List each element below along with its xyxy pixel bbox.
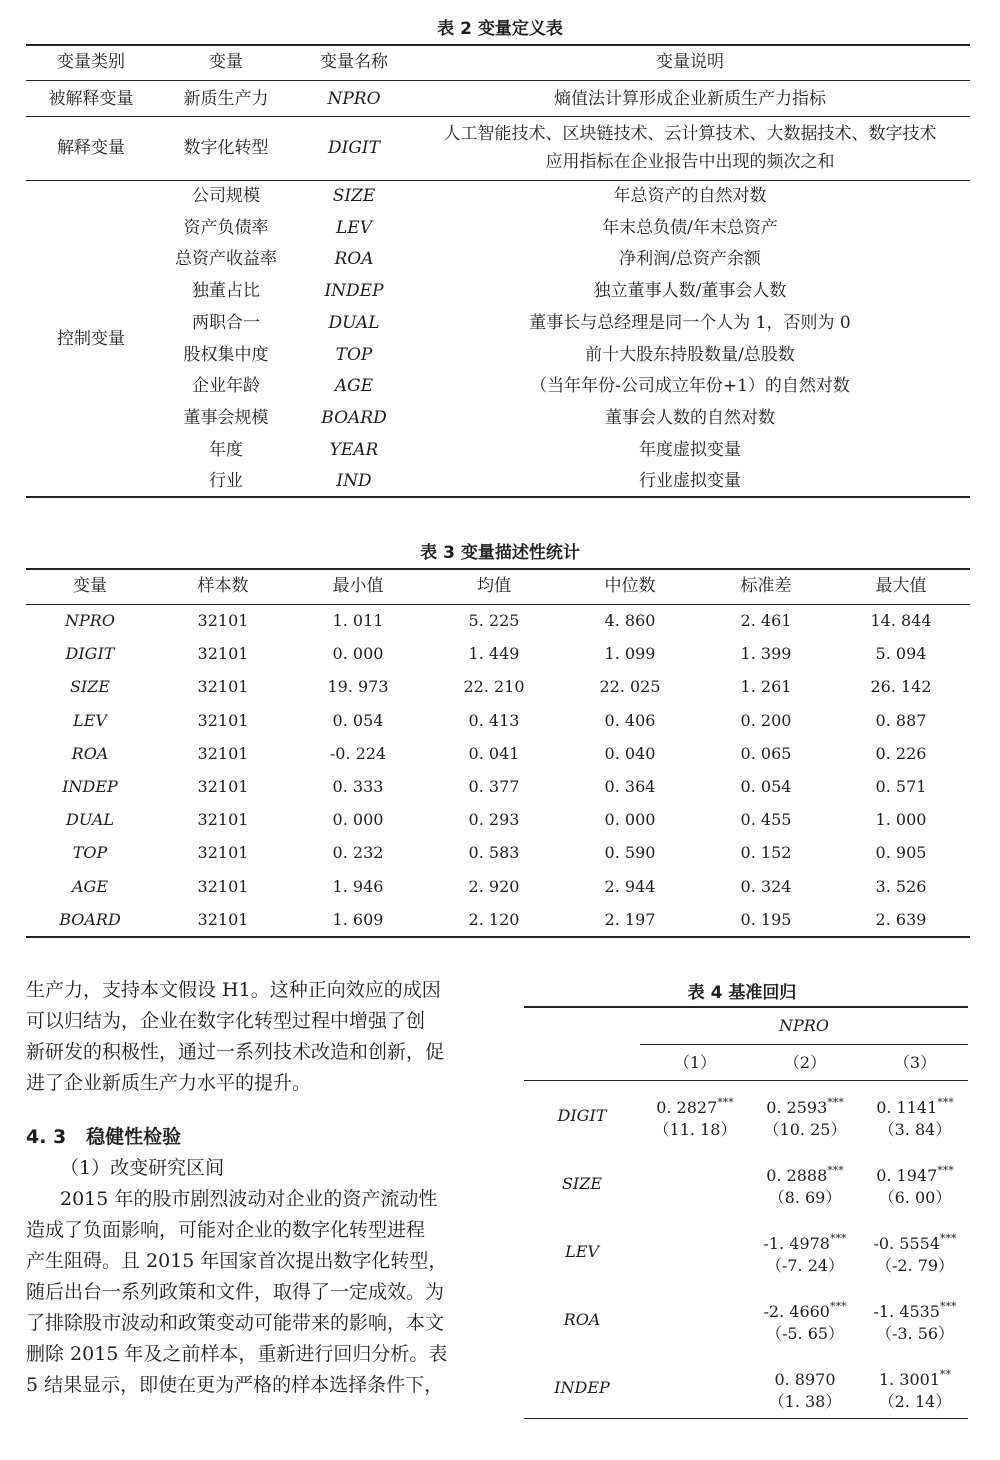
table3-variable-cell: DUAL (66, 810, 114, 829)
table2-header-category: 变量类别 (57, 52, 125, 72)
table4-tstat-cell: （-7. 24） (765, 1256, 845, 1275)
table3-value-cell: 0. 406 (604, 711, 656, 730)
table2-cell-code: SIZE (332, 186, 376, 206)
table4-coefficient-cell (750, 1161, 860, 1186)
body-text-line: 生产力，支持本文假设 H1。这种正向效应的成因 (26, 979, 441, 1001)
table3-caption: 表 3 变量描述性统计 (420, 543, 580, 563)
table4-column-header: （1） (673, 1053, 717, 1072)
table4-coefficient-cell (860, 1093, 970, 1118)
table3-value-cell: 0. 000 (332, 810, 384, 829)
table4-coefficient-cell (750, 1229, 860, 1254)
table3-value-cell: 22. 210 (463, 677, 525, 696)
table3-variable-cell: INDEP (62, 777, 118, 796)
table2-cell-code: DIGIT (328, 138, 380, 158)
table2-cell-description: 年末总负债/年末总资产 (602, 218, 778, 238)
table2-header-rule (26, 80, 970, 81)
body-text-line: 5 结果显示，即使在更为严格的样本选择条件下， (26, 1374, 444, 1396)
table2-cell-description-line1: 人工智能技术、区块链技术、云计算技术、大数据技术、数字技术 (443, 124, 937, 144)
table3-header-rule (26, 604, 970, 605)
table2-cell-category: 被解释变量 (48, 89, 134, 109)
table3-value-cell: 0. 054 (740, 777, 792, 796)
table3-value-cell: 2. 944 (604, 877, 656, 896)
table4-tstat-cell: （-5. 65） (765, 1324, 845, 1343)
table2-cell-code: BOARD (321, 408, 387, 428)
table2-header-name: 变量名称 (320, 52, 388, 72)
table3-header-cell: 标准差 (740, 576, 792, 596)
table3-value-cell: 1. 099 (604, 644, 656, 663)
table2-cell-variable: 行业 (209, 471, 243, 491)
table4-tstat-cell: （3. 84） (878, 1120, 952, 1139)
table4-coefficient-cell (750, 1093, 860, 1118)
table4-caption: 表 4 基准回归 (687, 983, 797, 1003)
table3-value-cell: 1. 000 (875, 810, 927, 829)
table3-value-cell: 1. 609 (332, 910, 384, 929)
table2-cell-variable: 股权集中度 (183, 345, 269, 365)
table3-value-cell: 0. 226 (875, 744, 927, 763)
table3-variable-cell: LEV (73, 711, 107, 730)
table4-coefficient: 0. 2827 (656, 1098, 718, 1117)
body-text-line: 删除 2015 年及之前样本，重新进行回归分析。表 (26, 1343, 448, 1365)
table3-value-cell: 0. 040 (604, 744, 656, 763)
table4-header-rule (524, 1080, 968, 1081)
table3-value-cell: 22. 025 (599, 677, 661, 696)
table4-tstat-cell: （-2. 79） (875, 1256, 955, 1275)
table4-significance-stars: *** (939, 1300, 957, 1313)
table3-value-cell: 32101 (197, 777, 249, 796)
table3-header-cell: 样本数 (197, 576, 249, 596)
table3-value-cell: 0. 200 (740, 711, 792, 730)
table2-cell-variable: 总资产收益率 (175, 249, 277, 269)
table2-cell-code: NPRO (327, 89, 381, 109)
table3-value-cell: 32101 (197, 877, 249, 896)
table4-significance-stars: *** (829, 1300, 847, 1313)
table2-cell-description: 前十大股东持股数量/总股数 (585, 345, 795, 365)
table3-variable-cell: TOP (72, 843, 108, 862)
table4-coefficient: 0. 1141 (876, 1098, 938, 1117)
table4-dependent-variable: NPRO (779, 1016, 829, 1035)
table3-value-cell: 1. 261 (740, 677, 792, 696)
body-text-line: 了排除股市波动和政策变动可能带来的影响，本文 (26, 1312, 445, 1334)
table4-column-header: （3） (893, 1053, 937, 1072)
table4-significance-stars: *** (717, 1096, 734, 1109)
table2-cell-code: IND (336, 471, 372, 491)
table3-value-cell: 0. 583 (468, 843, 520, 862)
table3-header-cell: 变量 (73, 576, 107, 596)
table2-cell-category-controls: 控制变量 (57, 329, 125, 349)
table3-variable-cell: SIZE (69, 677, 111, 696)
table3-top-rule (26, 568, 970, 570)
table3-header-cell: 中位数 (604, 576, 656, 596)
table3-value-cell: 0. 571 (875, 777, 927, 796)
table3-value-cell: -0. 224 (329, 744, 387, 763)
table4-coefficient-cell (750, 1365, 860, 1390)
table3-value-cell: 0. 232 (332, 843, 384, 862)
table3-value-cell: 2. 920 (468, 877, 520, 896)
table4-coefficient: -0. 5554 (873, 1234, 940, 1253)
table4-significance-stars: *** (939, 1232, 957, 1245)
table4-tstat-cell: （2. 14） (878, 1392, 952, 1411)
table3-value-cell: 32101 (197, 910, 249, 929)
table3-value-cell: 0. 195 (740, 910, 792, 929)
table4-coefficient: 0. 8970 (774, 1370, 836, 1389)
table3-value-cell: 2. 120 (468, 910, 520, 929)
table3-value-cell: 0. 000 (332, 644, 384, 663)
table3-value-cell: 2. 197 (604, 910, 656, 929)
table4-coefficient-cell (750, 1297, 860, 1322)
table3-variable-cell: DIGIT (65, 644, 115, 663)
table2-cell-variable: 年度 (209, 440, 243, 460)
table3-value-cell: 32101 (197, 677, 249, 696)
table4-coefficient-cell (860, 1229, 970, 1254)
table4-variable-cell: INDEP (554, 1378, 610, 1397)
table2-cell-category: 解释变量 (57, 138, 125, 158)
table4-significance-stars: ** (940, 1368, 952, 1381)
table4-significance-stars: *** (829, 1232, 847, 1245)
table4-variable-cell: SIZE (561, 1174, 603, 1193)
table4-coefficient-cell (860, 1365, 970, 1390)
table3-value-cell: 0. 590 (604, 843, 656, 862)
table4-tstat-cell: （-3. 56） (875, 1324, 955, 1343)
table3-variable-cell: NPRO (65, 611, 115, 630)
table4-coefficient: 1. 3001 (878, 1370, 941, 1389)
table3-value-cell: 3. 526 (875, 877, 927, 896)
table2-cell-variable: 资产负债率 (183, 218, 269, 238)
body-text-line: 产生阻碍。且 2015 年国家首次提出数字化转型， (26, 1250, 448, 1272)
table4-significance-stars: *** (827, 1096, 844, 1109)
table2-cell-code: ROA (334, 249, 374, 269)
table3-value-cell: 1. 946 (332, 877, 384, 896)
table4-coefficient: -1. 4978 (763, 1234, 830, 1253)
table2-cell-variable: 独董占比 (192, 281, 260, 301)
table3-value-cell: 1. 011 (332, 611, 384, 630)
section-heading (26, 1122, 484, 1153)
table3-value-cell: 0. 364 (604, 777, 656, 796)
table3-header-cell: 最大值 (875, 576, 927, 596)
table3-value-cell: 32101 (197, 843, 249, 862)
table2-cell-description: 熵值法计算形成企业新质生产力指标 (554, 89, 826, 109)
table3-value-cell: 0. 413 (468, 711, 520, 730)
table3-value-cell: 2. 639 (875, 910, 927, 929)
table3-value-cell: 0. 377 (468, 777, 520, 796)
body-text-line: 进了企业新质生产力水平的提升。 (26, 1072, 312, 1094)
table2-cell-description: 董事长与总经理是同一个人为 1，否则为 0 (529, 313, 851, 333)
table4-column-header: （2） (783, 1053, 827, 1072)
table3-value-cell: 4. 860 (604, 611, 656, 630)
table3-value-cell: 26. 142 (870, 677, 932, 696)
table2-cell-code: DUAL (328, 313, 380, 333)
table3-header-cell: 最小值 (332, 576, 384, 596)
table3-variable-cell: ROA (71, 744, 109, 763)
table3-value-cell: 1. 449 (468, 644, 520, 663)
table2-cell-variable: 数字化转型 (183, 138, 269, 158)
table2-cell-code: AGE (334, 376, 374, 396)
table3-value-cell: 0. 152 (740, 843, 792, 862)
table3-value-cell: 0. 054 (332, 711, 384, 730)
table4-significance-stars: *** (937, 1164, 954, 1177)
table2-header-description: 变量说明 (656, 52, 724, 72)
table4-coefficient-cell (640, 1093, 750, 1118)
table2-header-variable: 变量 (209, 52, 243, 72)
table2-row-rule (26, 116, 970, 117)
table3-value-cell: 19. 973 (327, 677, 389, 696)
table3-value-cell: 32101 (197, 711, 249, 730)
table3-value-cell: 0. 324 (740, 877, 792, 896)
body-text-line: 2015 年的股市剧烈波动对企业的资产流动性 (60, 1188, 438, 1210)
table2-cell-code: YEAR (329, 440, 379, 460)
table2-cell-code: INDEP (324, 281, 384, 301)
table4-coefficient: 0. 2888 (766, 1166, 828, 1185)
table2-top-rule (26, 44, 970, 46)
table4-tstat-cell: （6. 00） (878, 1188, 952, 1207)
table4-tstat-cell: （1. 38） (768, 1392, 842, 1411)
table2-cell-variable: 公司规模 (192, 186, 260, 206)
table3-value-cell: 32101 (197, 744, 249, 763)
table2-cell-variable: 董事会规模 (183, 408, 269, 428)
table2-cell-code: LEV (336, 218, 372, 238)
table2-cell-variable: 两职合一 (192, 313, 260, 333)
body-text-line: 随后出台一系列政策和文件，取得了一定成效。为 (26, 1281, 445, 1303)
table2-cell-description: 年总资产的自然对数 (613, 186, 767, 206)
table3-value-cell: 0. 000 (604, 810, 656, 829)
table3-variable-cell: BOARD (59, 910, 121, 929)
table3-value-cell: 2. 461 (740, 611, 792, 630)
table3-value-cell: 5. 225 (468, 611, 520, 630)
table3-value-cell: 32101 (197, 611, 249, 630)
table4-variable-cell: LEV (565, 1242, 599, 1261)
section-heading-text: 4. 3 稳健性检验 (26, 1126, 182, 1148)
table3-value-cell: 14. 844 (870, 611, 932, 630)
subsection-heading: （1）改变研究区间 (60, 1157, 225, 1179)
table3-value-cell: 32101 (197, 644, 249, 663)
table3-value-cell: 32101 (197, 810, 249, 829)
table4-coefficient-cell (860, 1161, 970, 1186)
table2-caption: 表 2 变量定义表 (437, 19, 563, 39)
table4-coefficient-cell (860, 1297, 970, 1322)
table3-variable-cell: AGE (71, 877, 108, 896)
table3-value-cell: 0. 065 (740, 744, 792, 763)
table4-bottom-rule (524, 1418, 968, 1419)
table4-significance-stars: *** (937, 1096, 954, 1109)
table4-tstat-cell: （10. 25） (763, 1120, 847, 1139)
table4-variable-cell: ROA (563, 1310, 601, 1329)
table4-tstat-cell: （11. 18） (653, 1120, 737, 1139)
table4-coefficient: -2. 4660 (763, 1302, 830, 1321)
table3-value-cell: 0. 887 (875, 711, 927, 730)
table2-cell-variable: 企业年龄 (192, 376, 260, 396)
table2-cell-description: 净利润/总资产余额 (619, 249, 761, 269)
table3-value-cell: 1. 399 (740, 644, 792, 663)
table3-value-cell: 0. 905 (875, 843, 927, 862)
table4-coefficient: 0. 1947 (876, 1166, 938, 1185)
table2-cell-variable: 新质生产力 (183, 89, 269, 109)
table2-cell-description: 独立董事人数/董事会人数 (593, 281, 787, 301)
table2-row-rule (26, 180, 970, 181)
table2-cell-description: （当年年份-公司成立年份+1）的自然对数 (530, 376, 850, 396)
table4-coefficient: 0. 2593 (766, 1098, 828, 1117)
table4-top-rule (524, 1006, 968, 1008)
table2-bottom-rule (26, 496, 970, 498)
table2-cell-description: 行业虚拟变量 (639, 471, 741, 491)
table3-value-cell: 0. 333 (332, 777, 384, 796)
table4-variable-cell: DIGIT (557, 1106, 607, 1125)
table4-tstat-cell: （8. 69） (768, 1188, 842, 1207)
table2-cell-code: TOP (335, 345, 373, 365)
table3-value-cell: 5. 094 (875, 644, 927, 663)
table2-cell-description-line2: 应用指标在企业报告中出现的频次之和 (545, 152, 835, 172)
table2-cell-description: 年度虚拟变量 (639, 440, 741, 460)
table3-value-cell: 0. 293 (468, 810, 520, 829)
table4-dep-rule (640, 1044, 968, 1045)
table2-cell-description: 董事会人数的自然对数 (605, 408, 775, 428)
body-text-line: 造成了负面影响，可能对企业的数字化转型进程 (26, 1219, 426, 1241)
body-text-line: 新研发的积极性，通过一系列技术改造和创新，促 (26, 1041, 445, 1063)
body-text-line: 可以归结为，企业在数字化转型过程中增强了创 (26, 1010, 426, 1032)
table4-coefficient: -1. 4535 (873, 1302, 940, 1321)
table3-value-cell: 0. 455 (740, 810, 792, 829)
table3-value-cell: 0. 041 (468, 744, 520, 763)
table3-bottom-rule (26, 936, 970, 938)
table4-significance-stars: *** (827, 1164, 844, 1177)
table3-header-cell: 均值 (477, 576, 511, 596)
